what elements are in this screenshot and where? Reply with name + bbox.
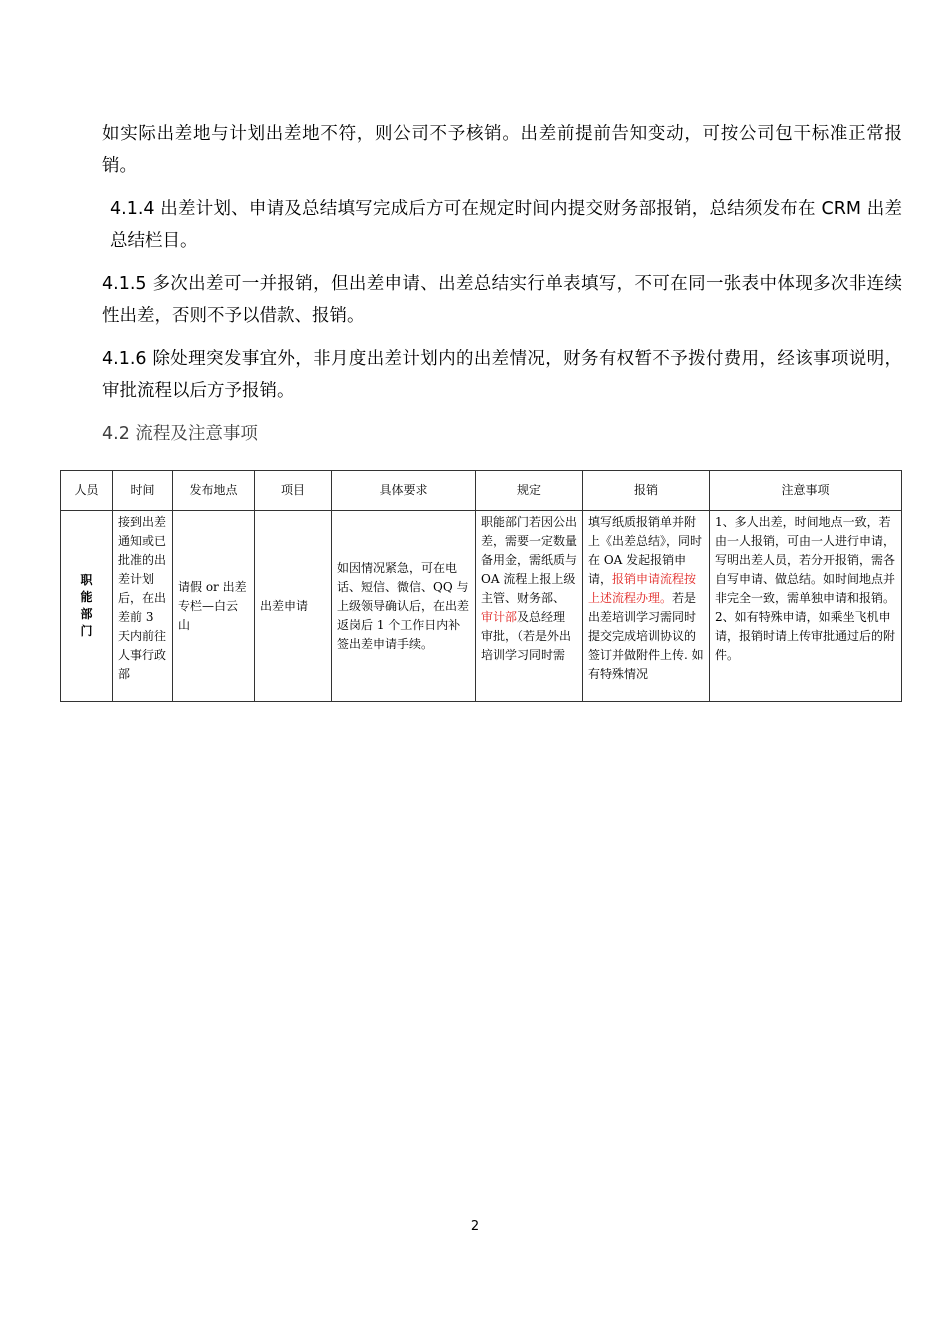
cell-reimbursement <box>583 511 710 702</box>
paragraph-4-1-5: 4.1.5 多次出差可一并报销，但出差申请、出差总结实行单表填写，不可在同一张表中体现多次非连续性出差，否则不予以借款、报销。 <box>102 274 902 326</box>
rules-highlight: 审计部 <box>481 610 518 624</box>
reimbursement-text-part: 若是出差培训学习需同时提交完成培训协议的签订并做附件上传. 如有特殊情况 <box>588 591 704 681</box>
header-item: 项目 <box>255 471 332 511</box>
page-number: 2 <box>470 1219 480 1234</box>
header-requirements: 具体要求 <box>332 471 476 511</box>
item-text: 出差申请 <box>260 598 309 613</box>
reimbursement-highlight: 报销申请流程按上述流程办理。 <box>588 572 697 605</box>
time-text: 接到出差通知或已批准的出差计划后，在出差前 3 天内前往人事行政部 <box>118 515 167 681</box>
paragraph-4-1-4: 4.1.4 出差计划、申请及总结填写完成后方可在规定时间内提交财务部报销，总结须发布在 CRM 出差总结栏目。 <box>110 199 902 251</box>
notes-text: 1、多人出差，时间地点一致，若由一人报销，可由一人进行申请，写明出差人员，若分开报销，需各自写申请、做总结。如时间地点并非完全一致，需单独申请和报销。2、如有特殊申请，如乘坐飞机申请，报销时请上传审批通过后的附件。 <box>715 515 896 662</box>
cell-personnel <box>61 511 113 702</box>
paragraph-4-1-6: 4.1.6 除处理突发事宜外，非月度出差计划内的出差情况，财务有权暂不予拨付费用，经该事项说明，审批流程以后方予报销。 <box>102 349 902 401</box>
header-personnel: 人员 <box>61 471 113 511</box>
reimbursement-text <box>588 513 704 699</box>
personnel-label: 职能部门 <box>80 573 93 638</box>
cell-location <box>173 511 255 702</box>
header-rules: 规定 <box>476 471 583 511</box>
table-row <box>61 511 902 702</box>
header-reimbursement: 报销 <box>583 471 710 511</box>
reimbursement-text-part: 填写纸质报销单并附上《出差总结》，同时在 OA 发起报销申请， <box>588 515 703 586</box>
header-location: 发布地点 <box>173 471 255 511</box>
header-notes: 注意事项 <box>710 471 902 511</box>
requirements-text: 如因情况紧急，可在电话、短信、微信、QQ 与上级领导确认后，在出差返岗后 1 个工作日内补签出差申请手续。 <box>337 560 470 651</box>
cell-rules <box>476 511 583 702</box>
header-time: 时间 <box>113 471 173 511</box>
table-header-row <box>61 471 902 511</box>
section-heading: 4.2 流程及注意事项 <box>102 424 258 444</box>
cell-requirements <box>332 511 476 702</box>
rules-text-part: 职能部门若因公出差，需要一定数量备用金，需纸质与 OA 流程上报上级主管、财务部、 <box>481 515 577 605</box>
paragraph-travel-mismatch: 如实际出差地与计划出差地不符，则公司不予核销。出差前提前告知变动，可按公司包干标准正常报销。 <box>102 124 902 176</box>
cell-notes <box>710 511 902 702</box>
cell-time <box>113 511 173 702</box>
rules-text <box>481 513 577 699</box>
rules-text-part: 及总经理审批，（若是外出培训学习同时需 <box>481 610 572 662</box>
process-table <box>60 470 902 702</box>
cell-item <box>255 511 332 702</box>
location-text: 请假 or 出差专栏—白云山 <box>178 579 247 632</box>
